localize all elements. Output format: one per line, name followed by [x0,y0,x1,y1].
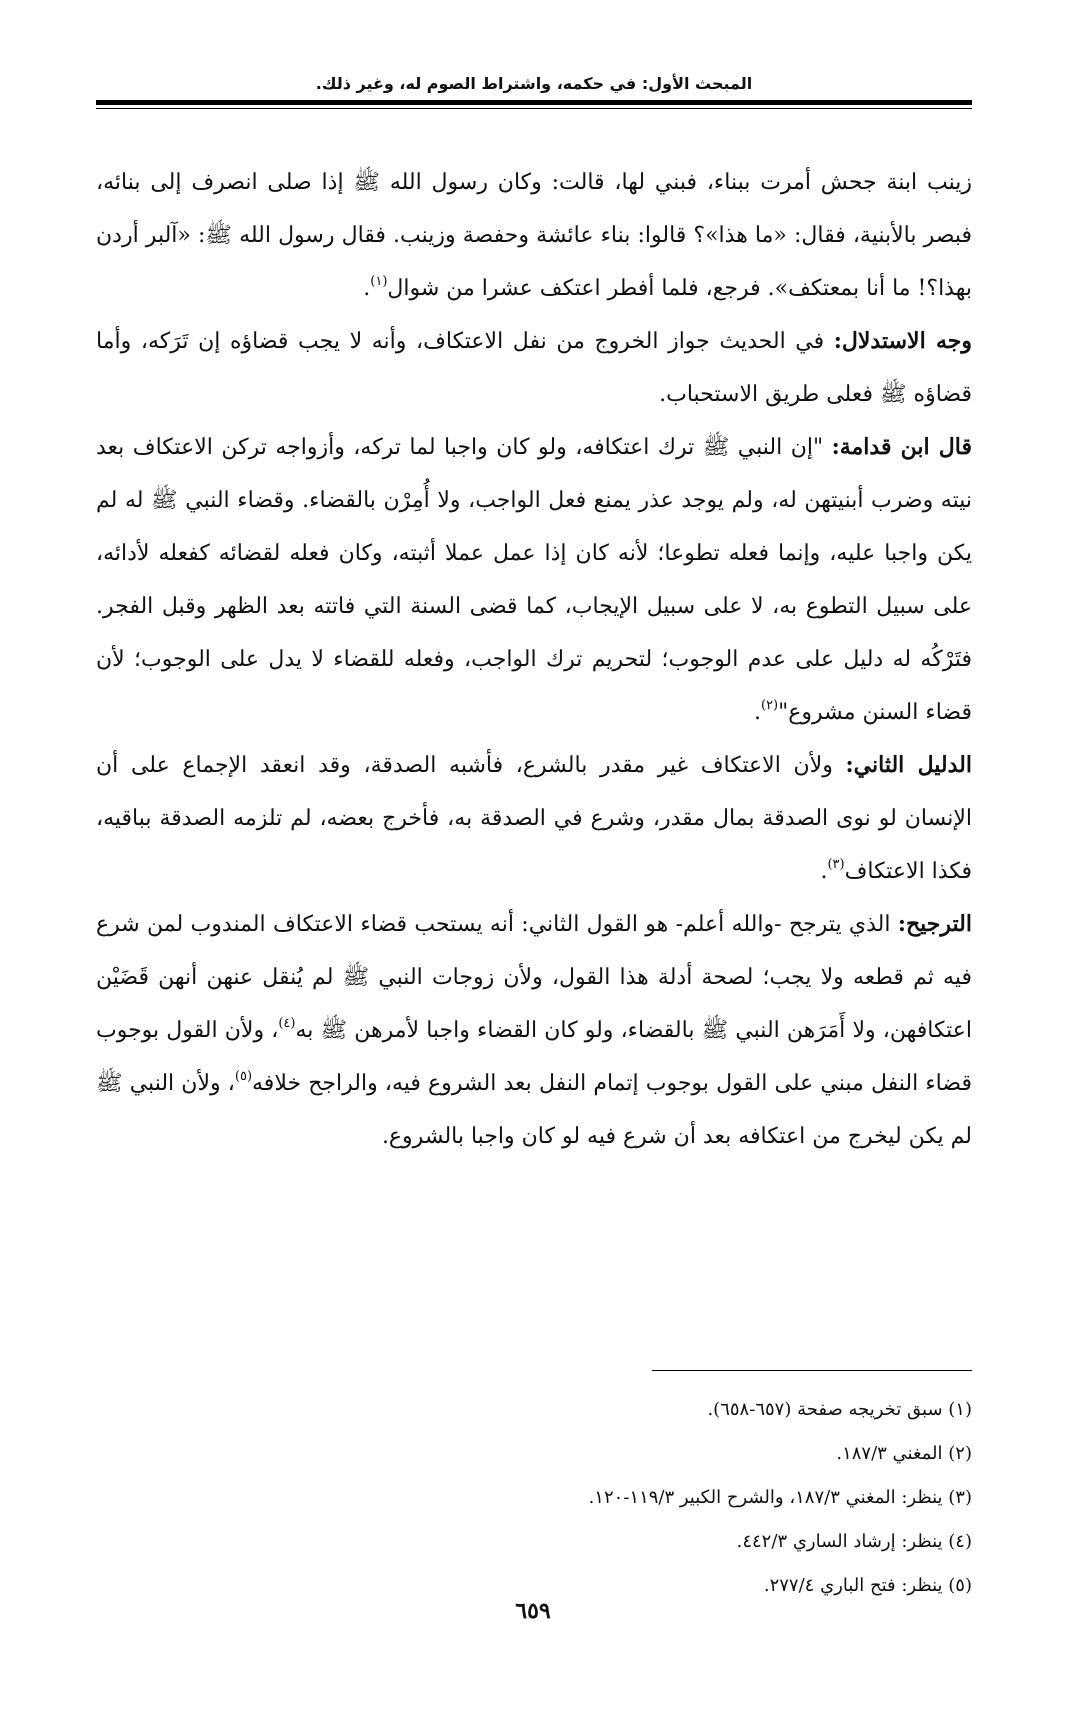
header-rule-thin [96,108,972,109]
footnote-item: (٥) ينظر: فتح الباري ٢٧٧/٤. [763,1575,972,1596]
paragraph-lead: وجه الاستدلال: [833,328,972,354]
paragraph-lead: الدليل الثاني: [845,752,972,778]
page-number: ٦٥٩ [515,1598,551,1624]
paragraph-text: الذي يترجح -والله أعلم- هو القول الثاني: أنه يستحب قضاء الاعتكاف المندوب لمن شرع فيه ثم قطعه ولا يجب؛ لصحة أدلة هذا القول، ولأن زوجات النبي ﷺ لم يُنقل عنهن أنهن قَضَيْن اعتكافهن، ولا أَمَرَهن النبي ﷺ بالقضاء، ولو كان القضاء واجبا لأمرهن ﷺ به [96,912,972,1043]
footnote-ref: (٣) [827,857,845,872]
footnotes-list [300,1388,972,1608]
paragraph-preference [96,898,972,1163]
footnote-separator [652,1370,972,1371]
footnote-item: (٢) المغني ١٨٧/٣. [836,1443,972,1464]
paragraph-text: ولأن الاعتكاف غير مقدر بالشرع، فأشبه الصدقة، وقد انعقد الإجماع على أن الإنسان لو نوى الصدقة بمال مقدر، وشرع في الصدقة به، فأخرج بعضه، لم تلزمه الصدقة بباقيه، فكذا الاعتكاف [96,753,972,884]
paragraph-second-evidence [96,739,972,898]
paragraph-evidence-aspect [96,315,972,421]
paragraph-tail: . [820,859,828,884]
footnote-item: (٣) ينظر: المغني ١٨٧/٣، والشرح الكبير ١١٩/٣-١٢٠. [588,1487,972,1508]
footnote-ref: (٥) [234,1069,253,1084]
footnote-item: (١) سبق تخريجه صفحة (٦٥٧-٦٥٨). [707,1399,972,1420]
paragraph-lead: قال ابن قدامة: [831,434,972,460]
paragraph-tail: ، ولأن القول بوجوب قضاء النفل مبني على القول بوجوب إتمام النفل بعد الشروع فيه، والراجح خلافه [96,1018,972,1096]
paragraph-text: في الحديث جواز الخروج من نفل الاعتكاف، وأنه لا يجب قضاؤه إن تَرَكه، وأما قضاؤه ﷺ فعلى طريق الاستحباب. [96,329,972,407]
footnote-ref: (٤) [278,1016,296,1031]
paragraph-tail: . [363,276,371,301]
paragraph-lead: الترجيح: [897,911,972,937]
running-header: المبحث الأول: في حكمه، واشتراط الصوم له، وغير ذلك. [315,74,753,93]
paragraph-text: "إن النبي ﷺ ترك اعتكافه، ولو كان واجبا لما تركه، وأزواجه تركن الاعتكاف بعد نيته وضرب أبنيتهن له، ولم يوجد عذر يمنع فعل الواجب، ولا أُمِرْن بالقضاء. وقضاء النبي ﷺ له لم يكن واجبا عليه، وإنما فعله تطوعا؛ لأنه كان إذا عمل عملا أثبته، وكان فعله لقضائه كفعله لأدائه، على سبيل التطوع به، لا على سبيل الإيجاب، كما قضى السنة التي فاتته بعد الظهر وقبل الفجر. فتَرْكُه له دليل على عدم الوجوب؛ لتحريم ترك الواجب، وفعله للقضاء لا يدل على الوجوب؛ لأن قضاء السنن مشروع" [96,435,972,725]
body-text [96,156,972,1163]
header-rule-thick [96,100,972,105]
paragraph-tail: ، ولأن النبي ﷺ لم يكن ليخرج من اعتكافه بعد أن شرع فيه لو كان واجبا بالشروع. [96,1071,972,1149]
paragraph-text: زينب ابنة جحش أمرت ببناء، فبني لها، قالت: وكان رسول الله ﷺ إذا صلى انصرف إلى بنائه، فبصر بالأبنية، فقال: «ما هذا»؟ قالوا: بناء عائشة وحفصة وزينب. فقال رسول الله ﷺ: «آلبر أردن بهذا؟! ما أنا بمعتكف». فرجع، فلما أفطر اعتكف عشرا من شوال [96,170,972,301]
footnote-item: (٤) ينظر: إرشاد الساري ٤٤٢/٣. [736,1531,972,1552]
footnote-ref: (٢) [760,698,779,713]
paragraph-tail: . [753,700,761,725]
paragraph-ibn-qudama [96,421,972,739]
paragraph-hadith [96,156,972,315]
footnote-ref: (١) [370,274,388,289]
